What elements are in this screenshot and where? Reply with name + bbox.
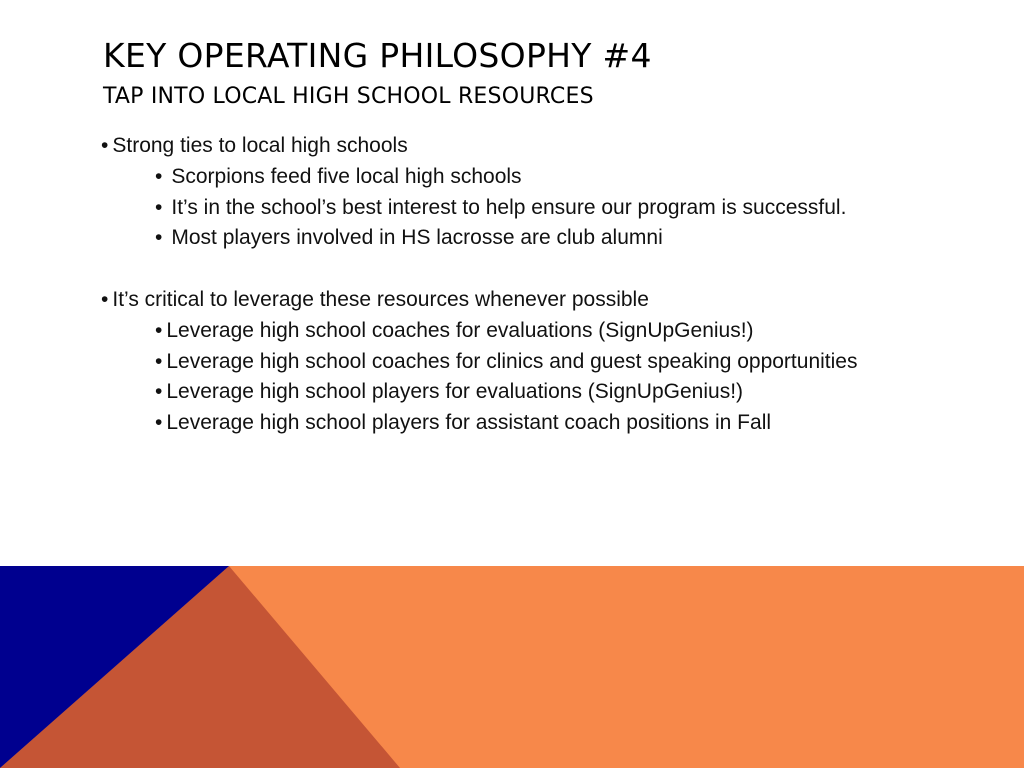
bullet-text: It’s in the school’s best interest to help ensure our program is successful.	[171, 195, 847, 219]
bullet-glyph: •	[155, 411, 163, 435]
bullet-glyph: •	[155, 380, 163, 404]
bullet-text: Most players involved in HS lacrosse are club alumni	[171, 226, 663, 250]
bullet-text: It’s critical to leverage these resources whenever possible	[112, 287, 649, 311]
bullet-level1	[101, 131, 1001, 162]
bullet-glyph: •	[155, 349, 163, 373]
footer-decoration	[0, 566, 1024, 768]
bullet-text: Scorpions feed five local high schools	[171, 164, 522, 188]
bullet-text: Leverage high school players for evaluations (SignUpGenius!)	[166, 380, 744, 404]
bullet-glyph: •	[101, 287, 109, 311]
bullet-glyph: •	[155, 195, 163, 219]
bullet-glyph: •	[101, 134, 109, 157]
spacer	[101, 254, 1001, 285]
slide-subtitle: TAP INTO LOCAL HIGH SCHOOL RESOURCES	[103, 84, 594, 109]
bullet-glyph: •	[155, 226, 163, 250]
bullet-text: Leverage high school coaches for clinics and guest speaking opportunities	[166, 349, 858, 373]
bullet-text: Leverage high school coaches for evaluations (SignUpGenius!)	[166, 318, 754, 342]
bullet-level2	[101, 162, 1001, 193]
bullet-glyph: •	[155, 164, 163, 188]
bullet-level2	[101, 223, 1001, 254]
bullet-glyph: •	[155, 318, 163, 342]
bullet-level2	[101, 347, 1001, 378]
bullet-level2	[101, 408, 1001, 439]
slide-title: KEY OPERATING PHILOSOPHY #4	[103, 36, 652, 75]
bullet-level2	[101, 377, 1001, 408]
bullet-level1	[101, 285, 1001, 316]
bullet-level2	[101, 316, 1001, 347]
slide-body	[101, 131, 1001, 439]
bullet-text: Leverage high school players for assistant coach positions in Fall	[166, 411, 772, 435]
bullet-level2	[101, 193, 1001, 224]
bullet-text: Strong ties to local high schools	[112, 134, 408, 157]
